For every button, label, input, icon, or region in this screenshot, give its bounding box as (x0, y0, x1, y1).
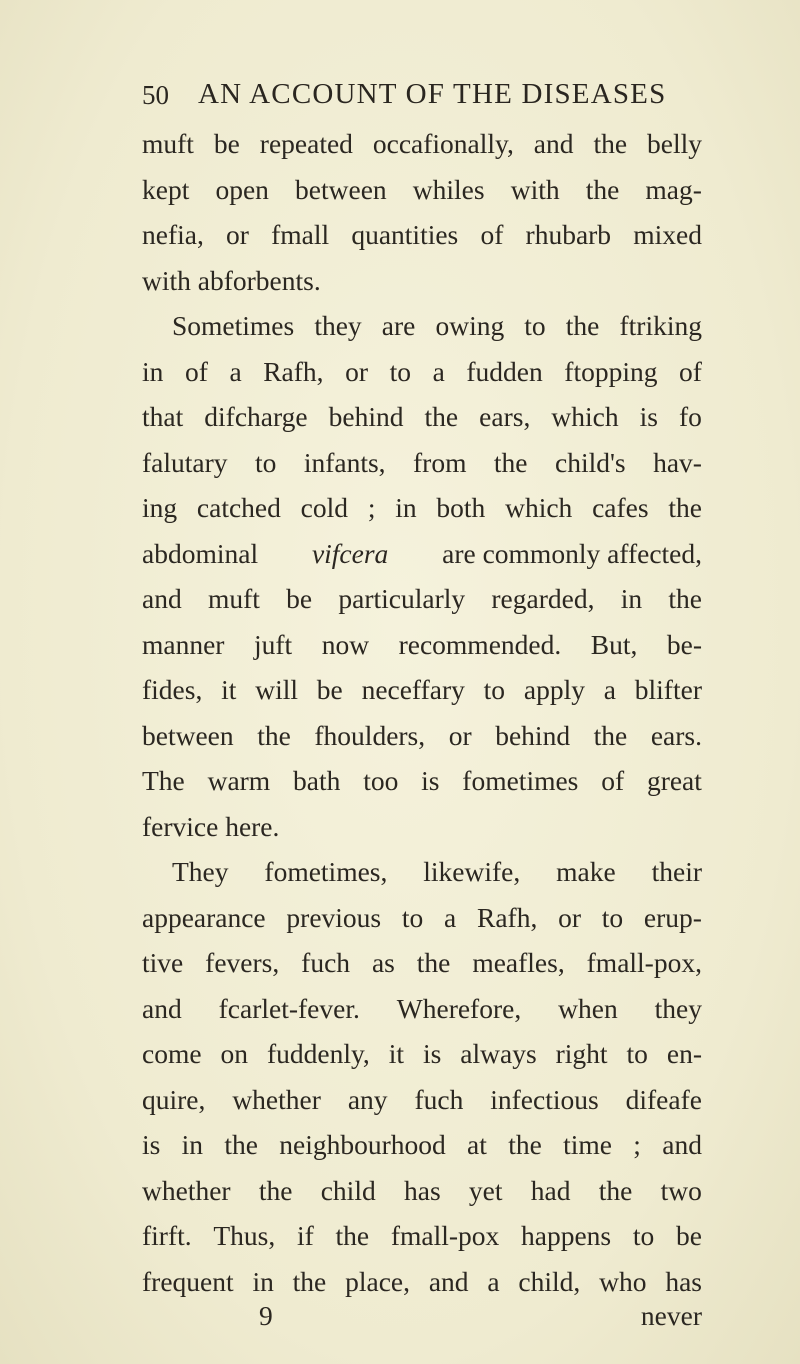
text-line: firft. Thus, if the fmall-pox happens to be (142, 1220, 702, 1251)
text-line: in of a Rafh, or to a fudden ftopping of (142, 355, 702, 387)
text-line: manner juft now recommended. But, be- (142, 628, 702, 660)
text-line: that difcharge behind the ears, which is fo (142, 401, 702, 432)
text-line (142, 531, 702, 577)
text-line: tive fevers, fuch as the meafles, fmall-pox, (142, 947, 702, 978)
text-line: muft be repeated occafionally, and the belly (142, 128, 702, 159)
text-line: whether the child has yet had the two (142, 1174, 702, 1206)
text-line: They fometimes, likewife, make their (172, 856, 702, 887)
page-footer (142, 1300, 702, 1340)
body-text (142, 121, 702, 1304)
text-line: between the fhoulders, or behind the ears. (142, 719, 702, 751)
italic-term: vifcera (311, 537, 389, 569)
text-fragment: abdominal (142, 537, 259, 569)
text-line: nefia, or fmall quantities of rhubarb mixed (142, 219, 702, 250)
text-line: frequent in the place, and a child, who has (142, 1265, 702, 1297)
text-line: fervice here. (142, 810, 280, 842)
text-line: appearance previous to a Rafh, or to erup- (142, 901, 702, 933)
text-line: with abforbents. (142, 264, 321, 296)
text-line: is in the neighbourhood at the time ; and (142, 1129, 702, 1160)
text-line: come on fuddenly, it is always right to en- (142, 1038, 702, 1069)
text-line: and muft be particularly regarded, in the (142, 583, 702, 614)
text-line: quire, whether any fuch infectious difeafe (142, 1083, 702, 1115)
signature-mark: 9 (259, 1300, 273, 1331)
running-head: AN ACCOUNT OF THE DISEASES (198, 78, 667, 110)
text-line: ing catched cold ; in both which cafes the (142, 492, 702, 523)
text-line: The warm bath too is fometimes of great (142, 765, 702, 796)
page-number: 50 (142, 80, 169, 110)
text-line: fides, it will be neceffary to apply a blifter (142, 674, 702, 705)
text-line: Sometimes they are owing to the ftriking (172, 310, 702, 341)
text-fragment: are commonly affected, (442, 537, 702, 569)
text-line: and fcarlet-fever. Wherefore, when they (142, 992, 702, 1024)
catchword: never (640, 1300, 702, 1331)
text-line: kept open between whiles with the mag- (142, 173, 702, 205)
text-line: falutary to infants, from the child's hav- (142, 446, 702, 478)
page-header (142, 78, 702, 120)
